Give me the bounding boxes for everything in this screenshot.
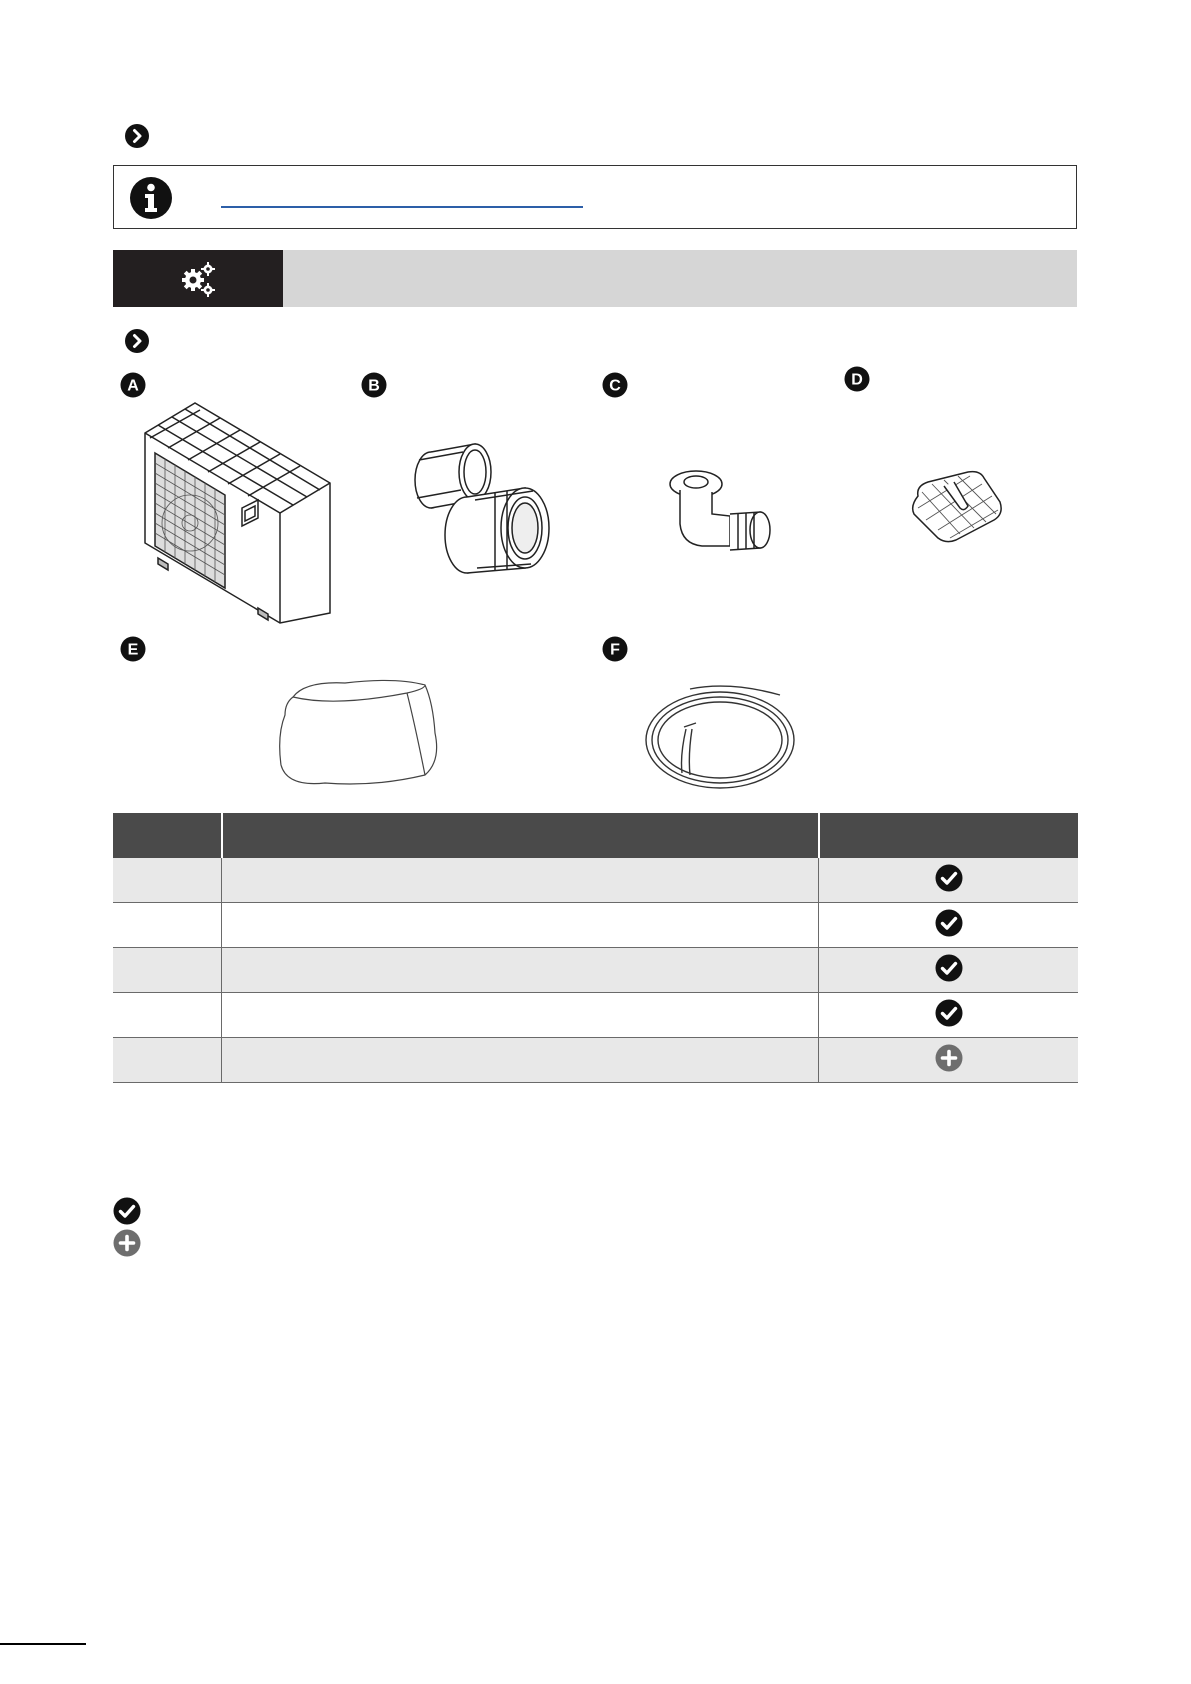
item-badge-f	[602, 636, 628, 662]
svg-text:F: F	[610, 641, 620, 659]
table-header-cell	[222, 813, 819, 858]
check-circle-icon	[935, 954, 963, 982]
svg-text:D: D	[851, 371, 863, 389]
svg-text:A: A	[127, 377, 139, 395]
table-header-cell	[819, 813, 1078, 858]
table-row	[113, 993, 1078, 1038]
table-header-cell	[113, 813, 222, 858]
union-fittings-illustration	[405, 440, 570, 590]
info-circle-icon	[129, 176, 173, 220]
table-cell	[819, 903, 1078, 948]
legend-check-circle-icon	[113, 1197, 141, 1225]
section-icon-box	[113, 250, 283, 307]
svg-text:E: E	[127, 641, 139, 659]
table-cell	[113, 993, 222, 1038]
item-badge-a	[120, 372, 146, 398]
table-cell	[819, 948, 1078, 993]
table-cell	[113, 903, 222, 948]
anti-vibration-pad-illustration	[908, 468, 1008, 548]
item-badge-e	[120, 636, 146, 662]
item-badge-b	[361, 372, 387, 398]
table-cell	[222, 903, 819, 948]
chevron-right-circle-icon	[124, 328, 150, 354]
table-cell	[222, 993, 819, 1038]
table-cell	[222, 858, 819, 903]
table-row	[113, 1038, 1078, 1083]
chevron-right-circle-icon	[124, 123, 150, 149]
info-note-box	[113, 165, 1077, 229]
winter-cover-illustration	[275, 675, 440, 790]
table-row	[113, 948, 1078, 993]
gears-icon	[179, 260, 217, 298]
table-cell	[113, 948, 222, 993]
drain-elbow-illustration	[668, 466, 778, 566]
heat-pump-unit-illustration	[140, 398, 340, 628]
table-cell	[819, 993, 1078, 1038]
item-badge-c	[602, 372, 628, 398]
table-cell	[222, 1038, 819, 1083]
table-cell	[113, 858, 222, 903]
plus-circle-icon	[935, 1044, 963, 1072]
coiled-cable-illustration	[640, 675, 800, 795]
check-circle-icon	[935, 999, 963, 1027]
footer-rule	[0, 1643, 86, 1645]
table-header-row	[113, 813, 1078, 858]
item-badge-d	[844, 366, 870, 392]
parts-table	[113, 813, 1078, 1083]
svg-text:B: B	[368, 377, 380, 395]
svg-text:C: C	[609, 377, 621, 395]
table-row	[113, 858, 1078, 903]
table-cell	[819, 858, 1078, 903]
check-circle-icon	[935, 909, 963, 937]
check-circle-icon	[935, 864, 963, 892]
table-cell	[819, 1038, 1078, 1083]
table-cell	[222, 948, 819, 993]
legend-plus-circle-icon	[113, 1229, 141, 1257]
table-row	[113, 903, 1078, 948]
info-link-underline[interactable]	[221, 206, 583, 208]
table-cell	[113, 1038, 222, 1083]
